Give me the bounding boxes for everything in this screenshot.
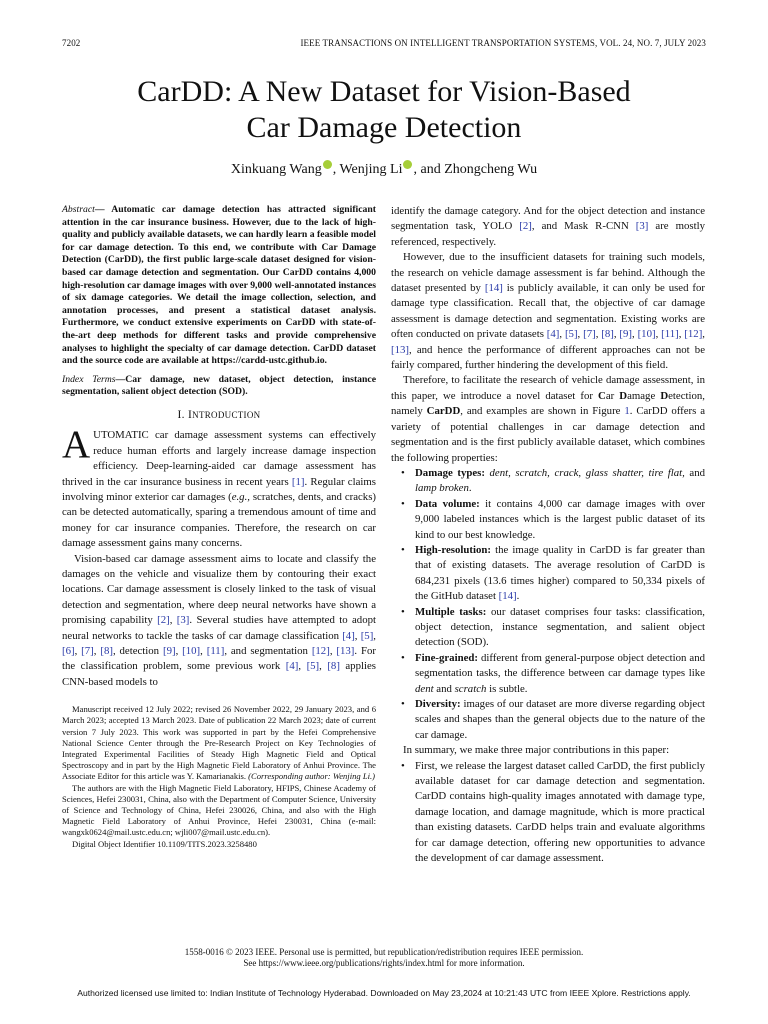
citation-link[interactable]: [7] [583, 328, 596, 341]
list-item-label: Data volume: [415, 497, 480, 510]
list-item-label: Multiple tasks: [415, 605, 487, 618]
citation-link[interactable]: [10] [637, 328, 656, 341]
list-item-label: High-resolution: [415, 543, 491, 556]
section-smallcaps: NTRODUCTION [192, 409, 261, 420]
citation-link[interactable]: [14] [498, 590, 517, 603]
citation-link[interactable]: [8] [100, 645, 113, 657]
license-notice: Authorized licensed use limited to: Indian Institute of Technology Hyderabad. Downloaded on May 23,2024 at 10:21:43 UTC from IEEE Xplore. Restrictions apply. [77, 988, 691, 998]
orcid-icon[interactable] [323, 160, 332, 169]
author-3: , and Zhongcheng Wu [413, 162, 538, 177]
text: , [678, 328, 685, 341]
text: applies CNN-based models to [62, 660, 376, 688]
citation-link[interactable]: [11] [661, 328, 679, 341]
author-list [62, 160, 706, 178]
right-paragraph-1 [391, 204, 705, 250]
text: lamp broken [415, 482, 469, 495]
list-item [391, 605, 705, 651]
citation-link[interactable]: [11] [206, 645, 225, 657]
bullet-icon: • [401, 605, 405, 618]
citation-link[interactable]: [4] [285, 660, 299, 673]
text: , [169, 614, 177, 627]
orcid-icon[interactable] [403, 160, 412, 169]
footnote-affiliation: The authors are with the High Magnetic Field Laboratory, HFIPS, Chinese Academy of Sciences, Hefei 230031, China, also with the Department of Computer Science, University of Science and Technology of China, Hefei 230026, China, and also with the High Magnetic Field Laboratory of Anhui Province, Hefei 230031, China (e-mail: wangxk0624@mail.ustc.edu.cn; wjli007@mail.ustc.edu.cn). [62, 782, 376, 838]
citation-link[interactable]: [2] [157, 614, 170, 627]
footnote [62, 700, 376, 850]
text: the image quality in CarDD is far greater than that of existing datasets. The average resolution of CarDD is 684,231 pixels (13.6 times higher) compared to 50,334 pixels of the GitHub dataset [415, 543, 705, 603]
abstract-text: Automatic car damage detection has attracted significant attention in the car insurance business. However, due to the lack of high-quality and publicly available datasets, we can hardly learn a feasible model for car damage detection. To this end, we contribute with Car Damage Detection (CarDD), the first public large-scale dataset designed for vision-based car damage detection and segmentation. Our CarDD contains 4,000 high-resolution car damage images with over 9,000 well-annotated instances of six damage categories. We detail the image collection, selection, and annotation processes, and present a statistical dataset analysis. Furthermore, we conduct extensive experiments on CarDD with state-of-the-art deep methods for different tasks and provide comprehensive analyses to highlight the specialty of car damage detection. CarDD dataset and the source code are available at https://cardd-ustc.github.io. [62, 204, 376, 367]
list-item [391, 497, 705, 543]
text: scratches, dents, and cracks) can be detected automatically, sparing a tremendous amount of time and money for car insurance companies. Therefore, the research on car damage assessment gains many concerns. [62, 490, 377, 550]
left-column [62, 204, 376, 850]
citation-link[interactable]: [1] [291, 475, 305, 488]
list-item [391, 651, 705, 697]
text: , [632, 328, 638, 341]
citation-link[interactable]: [9] [162, 645, 176, 657]
citation-link[interactable]: [9] [619, 328, 633, 341]
index-terms [62, 374, 376, 399]
list-item [391, 466, 705, 497]
text: our dataset comprises four tasks: classification, object detection, instance segmentation, and salient object detection (SOD). [415, 605, 705, 649]
text: , [93, 645, 101, 657]
title-line-1: CarDD: A New Dataset for Vision-Based [137, 75, 631, 108]
citation-link[interactable]: [5] [564, 328, 578, 341]
text: , [559, 328, 565, 341]
footnote-manuscript [62, 704, 376, 782]
index-terms-dash: — [115, 373, 126, 385]
properties-list [391, 466, 705, 743]
text: Manuscript received 12 July 2022; revised 26 November 2022, 29 January 2023, and 6 March 2023; accepted 13 March 2023. Date of publication 22 March 2023; date of current version 7 July 2023. This work was supported in part by the Hefei Comprehensive National Science Center through the Pre-Research Project on Key Technologies of Integrated Experimental Facilities of Steady High Magnetic Field and Optical Spectroscopy and in part by the High Magnetic Field Laboratory of Anhui Province. The Associate Editor for this article was Y. Kamarianakis. [62, 704, 376, 782]
bullet-icon: • [401, 651, 405, 664]
text: CarDD [426, 405, 461, 418]
right-paragraph-4: In summary, we make three major contributions in this paper: [403, 744, 670, 757]
drop-cap: A [62, 423, 91, 467]
figure-link[interactable]: 1 [624, 405, 630, 418]
section-cap: I [188, 408, 193, 421]
section-heading-introduction [62, 408, 376, 423]
intro-paragraph-1 [62, 423, 377, 551]
text: different from general-purpose object detection and segmentation tasks, the difference between car damage types like [415, 651, 705, 680]
text: dent, scratch, crack, glass shatter, tire flat, [484, 466, 685, 479]
citation-link[interactable]: [12] [311, 645, 330, 657]
contributions-list [391, 759, 705, 867]
text: However, due to the insufficient datasets for training such models, the research on vehicle damage assessment is far behind. Although the dataset presented by [391, 251, 705, 295]
page-number: 7202 [62, 38, 81, 48]
copyright-notice [62, 947, 706, 969]
text: is publicly available, it can only be used for damage type classification. Recall that, the objective of car damage assessment is damage detection and segmentation. Existing works are often conducted on private datasets [391, 282, 705, 341]
text: , [595, 328, 602, 341]
list-item [391, 759, 705, 867]
bullet-icon: • [401, 759, 405, 772]
citation-link[interactable]: [13] [336, 645, 355, 657]
citation-link[interactable]: [4] [546, 328, 560, 341]
text: C [598, 389, 606, 402]
bullet-icon: • [401, 497, 405, 510]
abstract [62, 204, 376, 368]
author-2: , Wenjing Li [332, 162, 403, 177]
text: , [74, 645, 82, 657]
citation-link[interactable]: [12] [684, 328, 703, 341]
title-line-2: Car Damage Detection [246, 111, 522, 144]
text: , [200, 645, 207, 657]
citation-link[interactable]: [3] [635, 220, 649, 233]
copyright-line-1: 1558-0016 © 2023 IEEE. Personal use is permitted, but republication/redistribution requires IEEE permission. [184, 947, 584, 957]
citation-link[interactable]: [8] [601, 328, 614, 341]
citation-link[interactable]: [13] [391, 343, 409, 356]
text: , [354, 629, 361, 642]
text: . [516, 590, 520, 603]
text: ar [605, 389, 615, 402]
paper-title [62, 74, 706, 146]
text: is subtle. [486, 682, 528, 695]
text: images of our dataset are more diverse regarding object scales and shapes than the general objects due to the nature of the car damage. [415, 698, 705, 741]
text: , and segmentation [224, 645, 312, 657]
citation-link[interactable]: [8] [327, 660, 340, 673]
bullet-icon: • [401, 698, 405, 710]
author-1: Xinkuang Wang [230, 162, 322, 177]
text: UTOMATIC car damage assessment systems can effectively reduce human efforts and largely increase damage inspection efficiency. Deep-learning-aided car damage assessment has thrived in the car insurance business in recent years [62, 429, 376, 488]
text: . Regular claims involving minor exterior car damages ( [62, 475, 376, 503]
citation-link[interactable]: [10] [182, 645, 201, 657]
bullet-icon: • [401, 543, 405, 556]
intro-paragraph-2 [62, 552, 376, 691]
abstract-dash: — [94, 204, 105, 215]
citation-link[interactable]: [6] [62, 645, 75, 657]
text: are mostly referenced, respectively. [391, 220, 705, 248]
text: , [613, 328, 620, 341]
right-paragraph-3 [391, 373, 705, 465]
list-item-label: Damage types: [415, 466, 485, 479]
index-terms-label: Index Terms [62, 373, 116, 385]
text: . CarDD offers a variety of potential challenges in car damage detection and segmentation and is the first publicly available dataset, which combines the following properties: [391, 405, 706, 464]
list-item-label: Fine-grained: [415, 651, 478, 664]
footnote-doi: Digital Object Identifier 10.1109/TITS.2023.3258480 [72, 838, 257, 849]
text: , [175, 645, 183, 657]
text: , [373, 629, 376, 642]
copyright-line-2: See https://www.ieee.org/publications/rights/index.html for more information. [243, 958, 525, 968]
text: Therefore, to facilitate the research of vehicle damage assessment, in this paper, we introduce a novel dataset for [391, 374, 705, 402]
text: (Corresponding author: Wenjing Li.) [248, 771, 375, 782]
text: , [577, 328, 584, 341]
text: identify the damage category. And for the object detection and instance segmentation task, YOLO [391, 205, 705, 233]
text: . [468, 482, 472, 495]
text: . Several studies have attempted to adopt neural networks to tackle the tasks of car damage classification [62, 614, 376, 642]
citation-link[interactable]: [5] [360, 629, 374, 642]
text: D [660, 389, 669, 402]
text: , [655, 328, 662, 341]
text: and [684, 466, 705, 479]
right-column [391, 204, 705, 866]
text: First, we release the largest dataset called CarDD, the first publicly available dataset for car damage detection and segmentation. CarDD contains high-quality images annotated with damage type, damage location, and damage magnitude, which is more practical than existing datasets. CarDD helps train and evaluate algorithms for car damage detection, offering new opportunities to advance the development of car damage assessment. [415, 759, 705, 865]
text: it contains 4,000 car damage images with over 9,000 labeled instances which is the largest public dataset of its kind to our best knowledge. [415, 497, 705, 541]
text: . For the classification problem, some previous work [62, 645, 376, 673]
journal-header: IEEE TRANSACTIONS ON INTELLIGENT TRANSPORTATION SYSTEMS, VOL. 24, NO. 7, JULY 2023 [300, 38, 706, 48]
text: , [298, 660, 307, 673]
text: , and hence the performance of different approaches can not be fairly compared, further hindering the development of this field. [391, 343, 705, 372]
list-item [391, 697, 705, 743]
citation-link[interactable]: [14] [484, 282, 503, 295]
text: Vision-based car damage assessment aims to locate and classify the damages on the vehicle and visualize them by contouring their exact locations. Car damage assessment is closely linked to the task of visual detection and segmentation, where deep neural networks have shown a promising capability [62, 552, 376, 627]
text: dent [415, 682, 434, 695]
text: , and examples are shown in Figure [460, 405, 625, 418]
text: etection, namely [391, 389, 705, 418]
text: , and Mask R-CNN [531, 220, 636, 233]
citation-link[interactable]: [7] [81, 645, 94, 657]
abstract-label: Abstract [62, 204, 95, 215]
list-item [391, 543, 705, 605]
right-paragraph-2 [391, 250, 705, 373]
text: , detection [112, 645, 163, 657]
text: D [619, 389, 628, 402]
citation-link[interactable]: [4] [342, 629, 355, 642]
text: scratch [454, 682, 487, 695]
text: e.g., [231, 490, 250, 503]
section-numeral: I. [177, 408, 189, 421]
text: amage [627, 389, 661, 402]
text: and [433, 682, 455, 695]
citation-link[interactable]: [3] [176, 614, 190, 627]
text: , [319, 660, 328, 673]
text: , [329, 645, 337, 657]
text: , [702, 328, 705, 341]
index-terms-text: Car damage, new dataset, object detection, instance segmentation, salient object detection (SOD). [62, 373, 376, 398]
citation-link[interactable]: [5] [306, 660, 320, 673]
citation-link[interactable]: [2] [519, 220, 532, 233]
bullet-icon: • [401, 466, 405, 479]
list-item-label: Diversity: [415, 698, 461, 710]
